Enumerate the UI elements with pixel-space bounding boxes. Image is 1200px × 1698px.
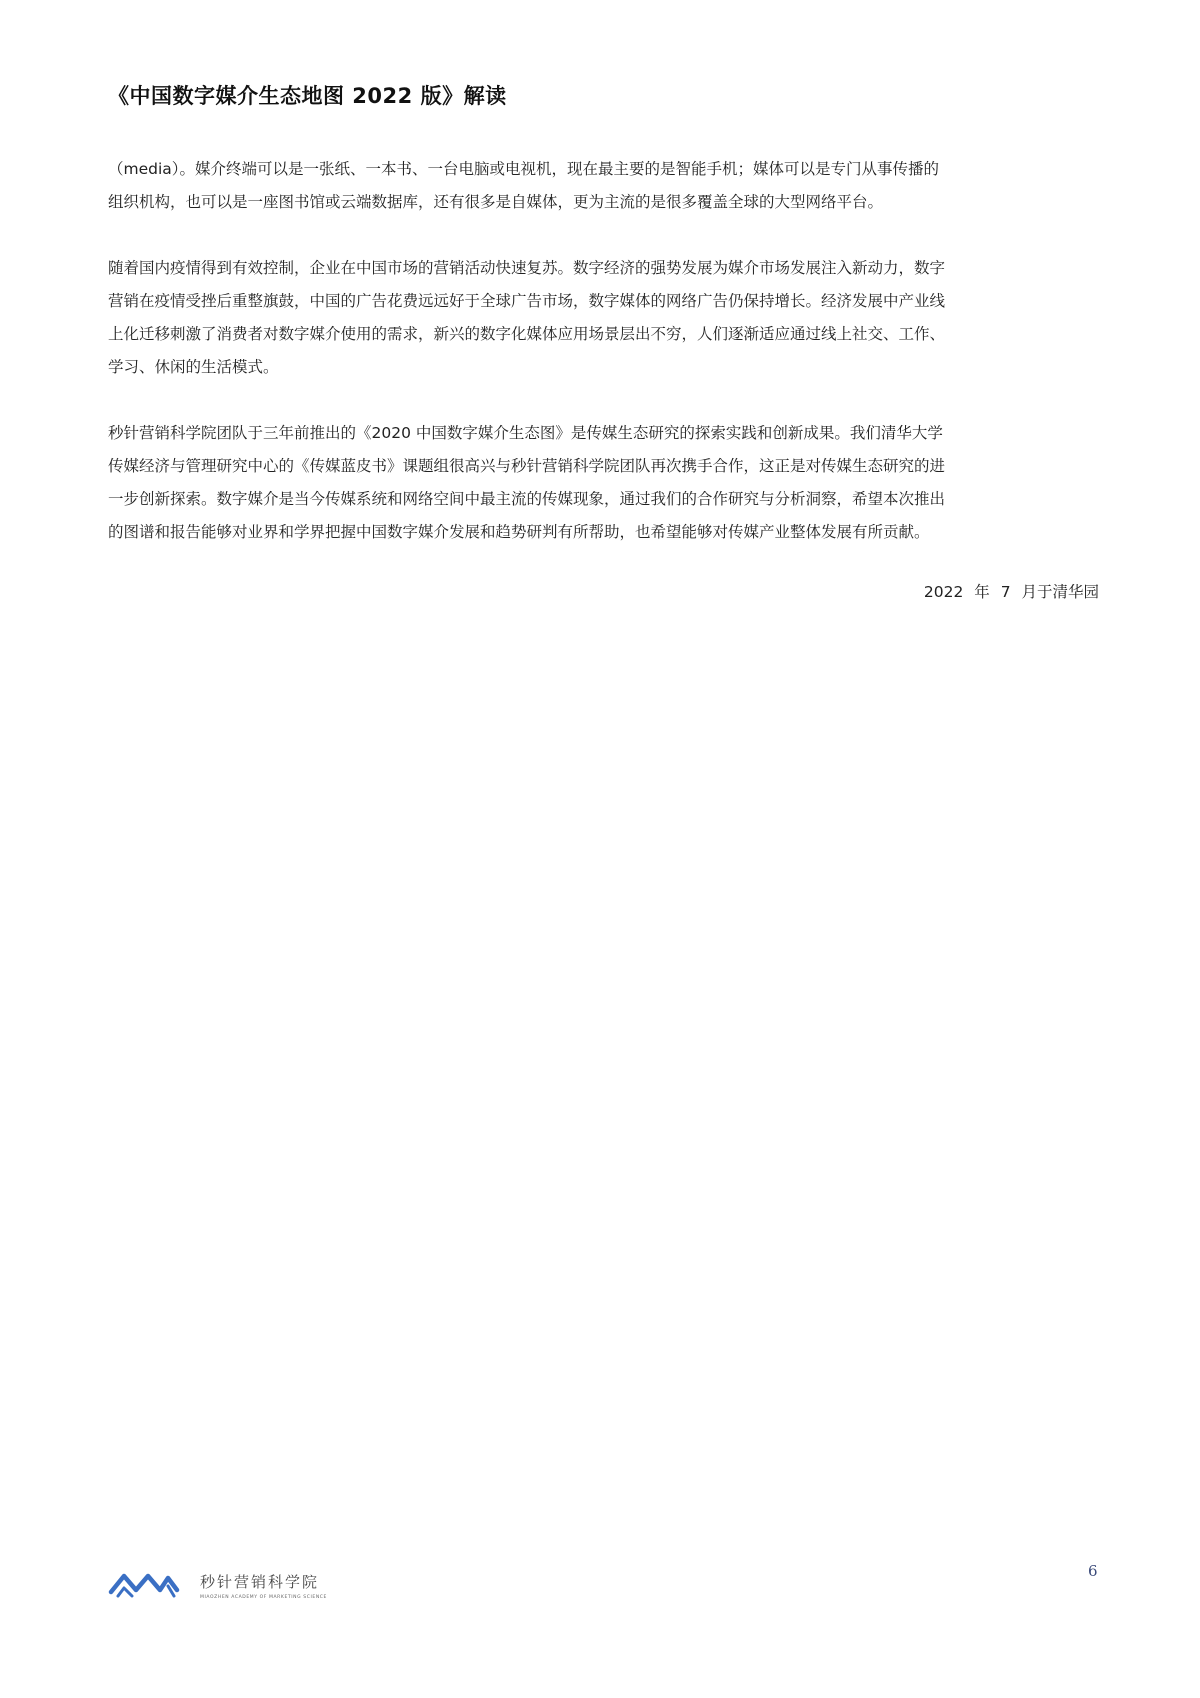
text-line: 的图谱和报告能够对业界和学界把握中国数字媒介发展和趋势研判有所帮助，也希望能够对传媒产业整体发展有所贡献。: [108, 523, 930, 541]
paragraph-market-recovery: [108, 252, 1098, 384]
footer-brand: [108, 1566, 327, 1604]
brand-name-cn: 秒针营销科学院: [200, 1572, 320, 1591]
text-line: 随着国内疫情得到有效控制，企业在中国市场的营销活动快速复苏。数字经济的强势发展为媒介市场发展注入新动力，数字: [108, 259, 946, 277]
text-line: 上化迁移刺激了消费者对数字媒介使用的需求，新兴的数字化媒体应用场景层出不穷，人们逐渐适应通过线上社交、工作、: [108, 325, 946, 343]
text-line: （media）。媒介终端可以是一张纸、一本书、一台电脑或电视机，现在最主要的是智能手机；媒体可以是专门从事传播的: [108, 160, 940, 178]
text-line: 营销在疫情受挫后重整旗鼓，中国的广告花费远远好于全球广告市场，数字媒体的网络广告仍保持增长。经济发展中产业线: [108, 292, 946, 310]
miaozhen-logo-icon: [108, 1566, 180, 1604]
page-number: 6: [1088, 1562, 1098, 1580]
text-line: 组织机构，也可以是一座图书馆或云端数据库，还有很多是自媒体，更为主流的是很多覆盖全球的大型网络平台。: [108, 193, 884, 211]
paragraph-media-definition: [108, 153, 1098, 219]
text-line: 一步创新探索。数字媒介是当今传媒系统和网络空间中最主流的传媒现象，通过我们的合作研究与分析洞察，希望本次推出: [108, 490, 946, 508]
signature-date: 2022 年 7 月于清华园: [923, 583, 1099, 601]
text-line: 学习、休闲的生活模式。: [108, 358, 279, 376]
text-line: 秒针营销科学院团队于三年前推出的《2020 中国数字媒介生态图》是传媒生态研究的探索实践和创新成果。我们清华大学: [108, 424, 943, 442]
paragraph-collaboration: [108, 417, 1098, 549]
text-line: 传媒经济与管理研究中心的《传媒蓝皮书》课题组很高兴与秒针营销科学院团队再次携手合作，这正是对传媒生态研究的进: [108, 457, 946, 475]
brand-name-en: MIAOZHEN ACADEMY OF MARKETING SCIENCE: [200, 1594, 327, 1600]
page-title: 《中国数字媒介生态地图 2022 版》解读: [108, 84, 507, 108]
